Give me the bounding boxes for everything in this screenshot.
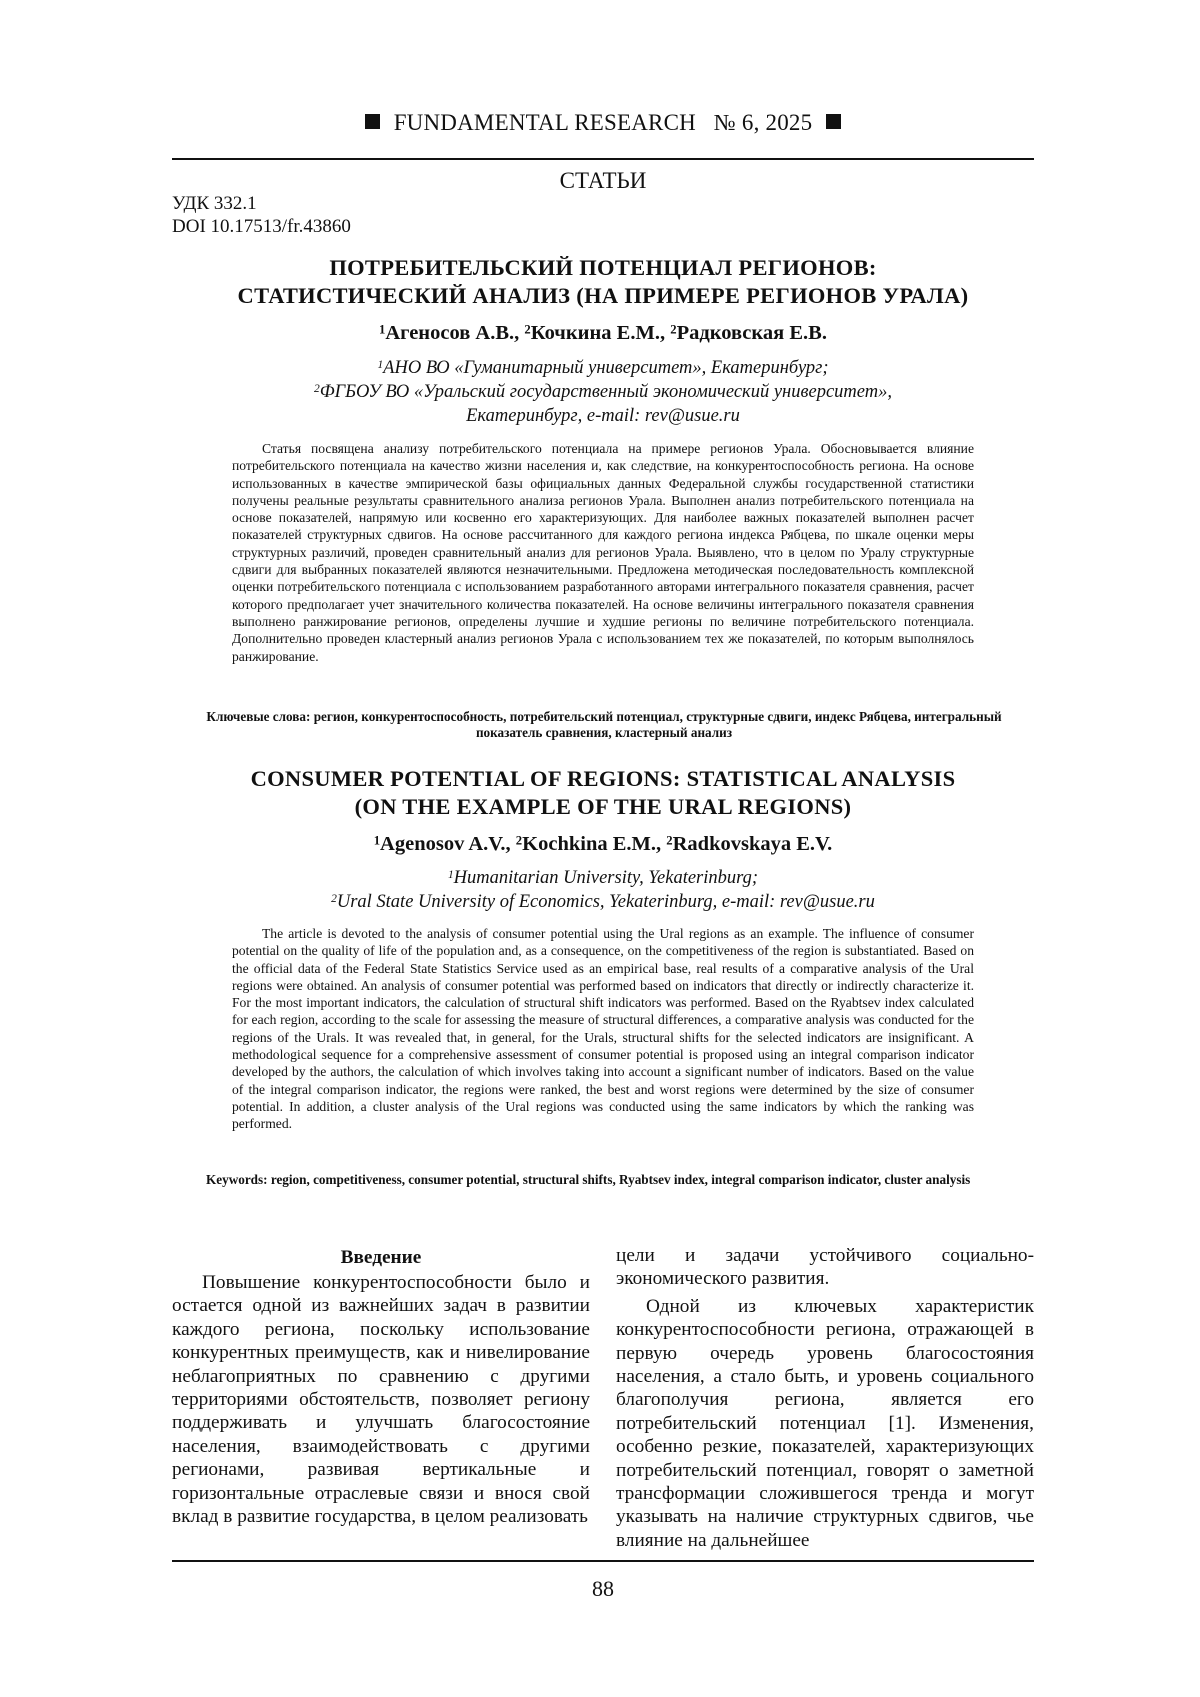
author-sup: 1 xyxy=(373,833,381,848)
udk-block xyxy=(172,192,351,238)
affil-sup: 2 xyxy=(314,382,320,395)
en-author-1: Agenosov A.V., xyxy=(380,833,516,855)
ru-title-line2: СТАТИСТИЧЕСКИЙ АНАЛИЗ (НА ПРИМЕРЕ РЕГИОНОВ УРАЛА) xyxy=(237,283,969,308)
en-abstract: The article is devoted to the analysis of consumer potential using the Ural regions as an example. The influence of consumer potential on the quality of life of the population and, as a consequence, on the competitiveness of the region is substantiated. Based on the official data of the Federal State Statistics Service used as an empirical base, real results of a comparative analysis of the Ural regions were obtained. An analysis of consumer potential was performed based on indicators that directly or indirectly characterize it. For the most important indicators, the calculation of structural shift indicators was performed. Based on the Ryabtsev index calculated for each region, according to the scale for assessing the measure of structural differences, a comparative analysis was conducted for the regions of the Urals. It was revealed that, in general, for the Urals, structural shifts for the selected indicators are insignificant. A methodological sequence for a comprehensive assessment of consumer potential is proposed using an integral comparison indicator developed by the authors, the calculation of which involves taking into account a significant number of indicators. Based on the value of the integral comparison indicator, the regions were ranked, the best and worst regions were determined by the size of consumer potential. In addition, a cluster analysis of the Ural regions was conducted using the same indicators by which the ranking was performed. xyxy=(232,926,974,1132)
en-affil-1: Humanitarian University, Yekaterinburg; xyxy=(453,868,759,888)
ru-abstract: Статья посвящена анализу потребительского потенциала на примере регионов Урала. Обосновывается влияние потребительского потенциала на качество жизни населения и, как следствие, на конкурентоспособность региона. На основе использованных в качестве эмпирической базы официальных данных Федеральной службы государственной статистики получены реальные результаты сравнительного анализа регионов Урала. Выполнен анализ потребительского потенциала на основе показателей, напрямую или косвенно его характеризующих. Для наиболее важных показателей выполнен расчет показателей структурных сдвигов. На основе рассчитанного для каждого региона индекса Рябцева, по шкале оценки меры структурных различий, проведен сравнительный анализ для регионов Урала. Выявлено, что в целом по Уралу структурные сдвиги для выбранных показателей являются незначительными. Предложена методическая последовательность комплексной оценки потребительского потенциала с использованием разработанного авторами интегрального показателя сравнения, расчет которого предполагает учет значительного количества показателей. На основе величины интегрального показателя сравнения выполнено ранжирование регионов, определены лучшие и худшие регионы по величине потребительского потенциала. Дополнительно проведен кластерный анализ регионов Урала с использованием тех же показателей, по которым выполнялось ранжирование. xyxy=(232,441,974,664)
en-author-3: Radkovskaya E.V. xyxy=(672,833,833,855)
body-column-left xyxy=(172,1246,590,1528)
ru-affil-3: Екатеринбург, e-mail: rev@usue.ru xyxy=(466,406,740,426)
author-sup: 2 xyxy=(666,833,673,848)
body-paragraph-continued: цели и задачи устойчивого социально-экономического развития. xyxy=(616,1245,1034,1290)
affil-sup: 1 xyxy=(377,358,384,371)
section-label: СТАТЬИ xyxy=(559,168,647,193)
en-affil-2: Ural State University of Economics, Yekaterinburg, e-mail: rev@usue.ru xyxy=(336,892,875,912)
doi: DOI 10.17513/fr.43860 xyxy=(172,216,351,237)
ru-authors xyxy=(172,322,1034,345)
ru-author-2: Кочкина Е.М., xyxy=(530,322,671,344)
journal-year: 2025 xyxy=(765,110,813,135)
journal-header xyxy=(172,110,1034,136)
body-paragraph: Одной из ключевых характеристик конкурентоспособности региона, отражающей в первую очередь уровень благосостояния населения, а стало быть, и уровень социального благополучия региона, является его потребительский потенциал [1]. Изменения, особенно резкие, показателей, характеризующих потребительский потенциал, говорят о заметной трансформации сложившегося тренда и могут указывать на наличие структурных сдвигов, чье влияние на дальнейшее xyxy=(616,1295,1034,1551)
ru-title-line1: ПОТРЕБИТЕЛЬСКИЙ ПОТЕНЦИАЛ РЕГИОНОВ: xyxy=(329,255,877,280)
body-column-right xyxy=(616,1244,1034,1552)
en-keywords: Keywords: region, competitiveness, consumer potential, structural shifts, Ryabtsev index, integral comparison indicator, cluster analysis xyxy=(206,1172,971,1187)
en-title-line1: CONSUMER POTENTIAL OF REGIONS: STATISTICAL ANALYSIS xyxy=(250,766,956,791)
ru-title xyxy=(172,254,1034,310)
journal-issue: № 6, xyxy=(713,110,760,135)
ru-affil-1: АНО ВО «Гуманитарный университет», Екатеринбург; xyxy=(383,358,829,378)
en-title xyxy=(172,765,1034,821)
en-affiliations xyxy=(172,866,1034,914)
journal-name: FUNDAMENTAL RESEARCH xyxy=(393,110,696,135)
body-paragraph: Повышение конкурентоспособности было и остается одной из важнейших задач в развитии каждого региона, поскольку использование конкурентных преимуществ, как и нивелирование неблагоприятных по сравнению с другими территориями обстоятельств, позволяет региону поддерживать и улучшать благосостояние населения, взаимодействовать с другими регионами, развивая вертикальные и горизонтальные отраслевые связи и внося свой вклад в развитие государства, в целом реализовать xyxy=(172,1272,590,1528)
ru-keywords: Ключевые слова: регион, конкурентоспособность, потребительский потенциал, структурные сдвиги, индекс Рябцева, интегральный показатель сравнения, кластерный анализ xyxy=(206,709,1002,740)
footer-rule xyxy=(172,1560,1034,1562)
ru-author-1: Агеносов А.В., xyxy=(385,322,525,344)
author-sup: 1 xyxy=(379,322,386,337)
udk-code: УДК 332.1 xyxy=(172,193,257,214)
intro-heading: Введение xyxy=(340,1247,422,1268)
square-bullet-icon xyxy=(365,114,380,129)
author-sup: 2 xyxy=(670,322,677,337)
affil-sup: 1 xyxy=(447,868,454,881)
square-bullet-icon xyxy=(826,114,841,129)
en-authors xyxy=(172,833,1034,856)
author-sup: 2 xyxy=(524,322,531,337)
en-title-line2: (ON THE EXAMPLE OF THE URAL REGIONS) xyxy=(354,794,852,819)
author-sup: 2 xyxy=(515,833,523,848)
ru-author-3: Радковская Е.В. xyxy=(676,322,827,344)
header-rule xyxy=(172,158,1034,160)
affil-sup: 2 xyxy=(331,892,337,905)
ru-affiliations xyxy=(172,356,1034,428)
page-number: 88 xyxy=(592,1576,614,1601)
ru-affil-2: ФГБОУ ВО «Уральский государственный экономический университет», xyxy=(319,382,892,402)
en-author-2: Kochkina E.M., xyxy=(522,833,667,855)
